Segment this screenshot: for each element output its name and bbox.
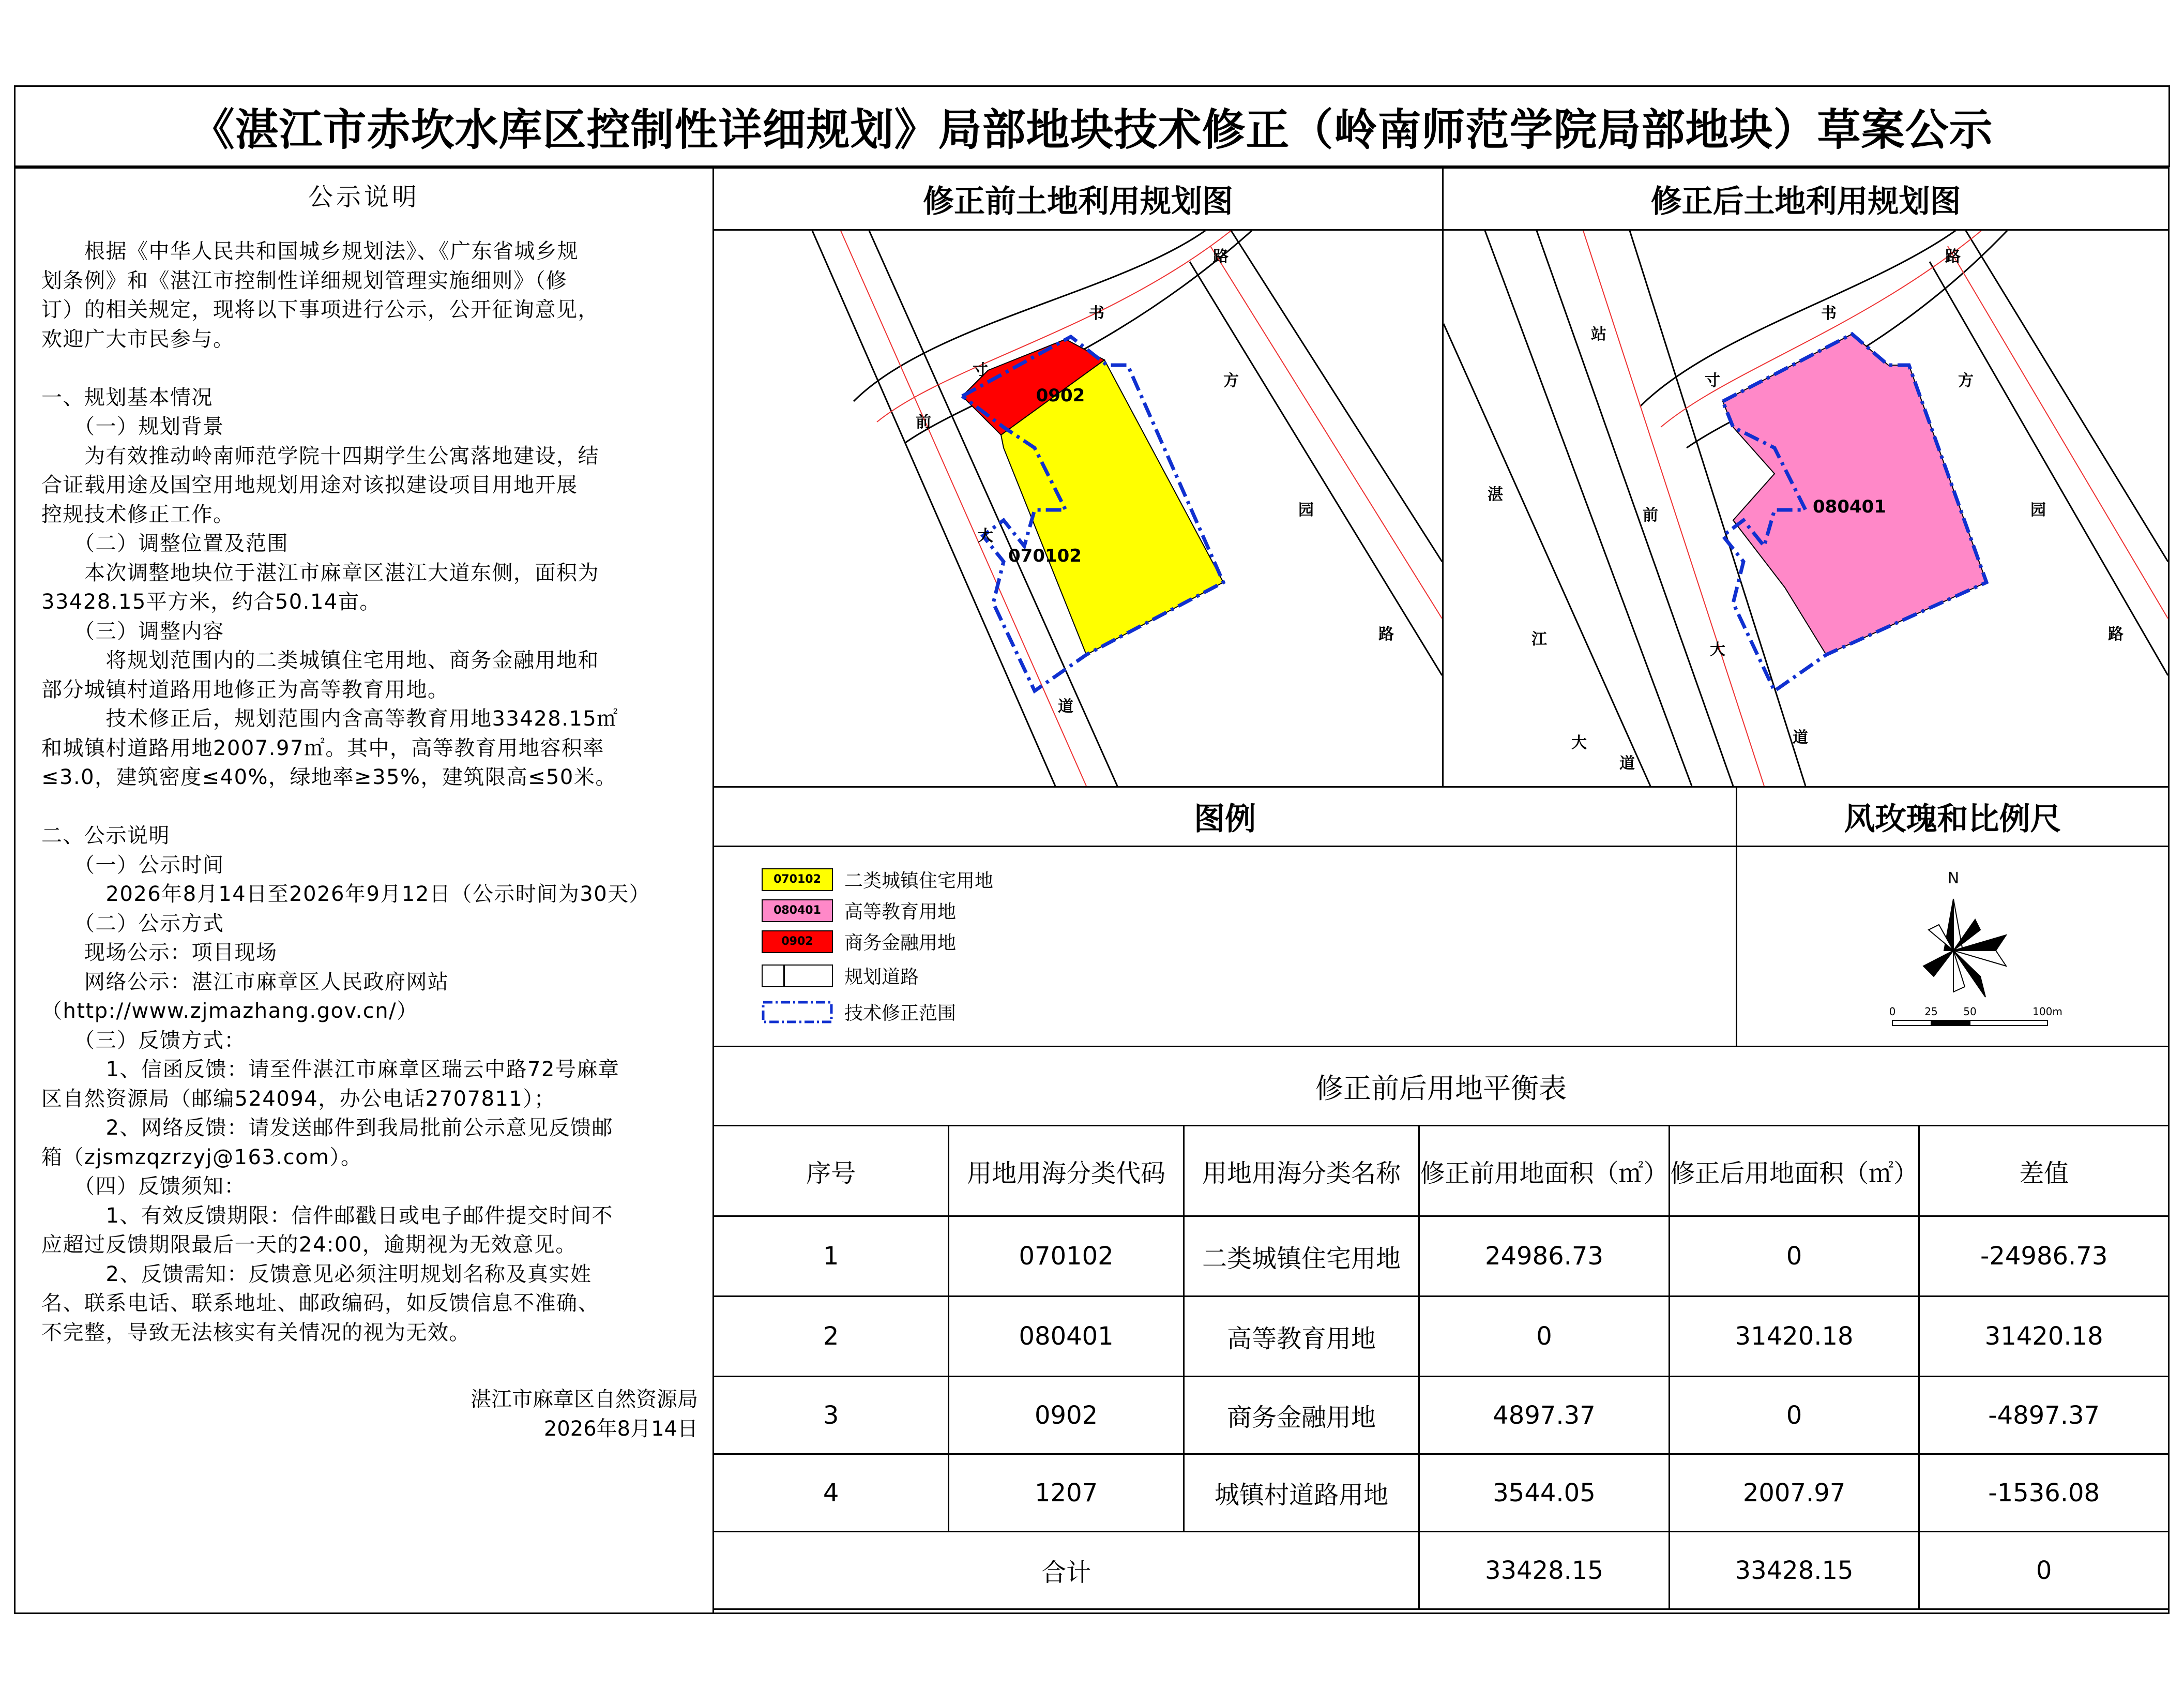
notice-line: 欢迎广大市民参与。 xyxy=(41,327,235,351)
table-total-row xyxy=(714,1532,2169,1609)
notice-line: 订）的相关规定，现将以下事项进行公示，公开征询意见， xyxy=(41,298,599,322)
notice-line: （二）调整位置及范围 xyxy=(41,532,289,555)
notice-line: 33428.15平方米，约合50.14亩。 xyxy=(41,590,381,614)
legend-item xyxy=(762,897,956,924)
page-title: 《湛江市赤坎水库区控制性详细规划》局部地块技术修正（岭南师范学院局部地块）草案公示 xyxy=(14,85,2170,167)
cell: 2007.97 xyxy=(1669,1454,1919,1532)
wind-rose xyxy=(1737,847,2168,1046)
cell: 33428.15 xyxy=(1419,1532,1670,1609)
cell: 城镇村道路用地 xyxy=(1184,1454,1419,1532)
road-char: 寸 xyxy=(1705,372,1720,390)
legend-item xyxy=(762,999,956,1025)
road-char: 站 xyxy=(1591,325,1606,343)
road-swatch xyxy=(762,964,833,987)
header-cell: 序号 xyxy=(714,1126,949,1216)
legend-label: 规划道路 xyxy=(844,967,919,988)
scale-tick: 25 xyxy=(1924,1005,1938,1018)
notice-line: 一、规划基本情况 xyxy=(41,385,213,410)
road-char: 书 xyxy=(1089,305,1104,323)
cell: 0 xyxy=(1919,1532,2169,1609)
legend-swatch: 070102 xyxy=(762,868,833,891)
notice-line: 本次调整地块位于湛江市麻章区湛江大道东侧，面积为 xyxy=(41,561,599,585)
map-before-panel xyxy=(712,167,1444,788)
signature-date: 2026年8月14日 xyxy=(543,1417,698,1441)
map-after-panel xyxy=(1442,167,2170,788)
legend-swatch: 080401 xyxy=(762,899,833,922)
cell: 070102 xyxy=(949,1216,1184,1297)
notice-line: （四）反馈须知： xyxy=(41,1174,246,1198)
notice-line xyxy=(41,792,708,822)
notice-line: 区自然资源局（邮编524094，办公电话2707811）； xyxy=(41,1087,556,1111)
cell: 31420.18 xyxy=(1669,1297,1919,1377)
header-cell: 差值 xyxy=(1919,1126,2169,1216)
map-before-heading: 修正前土地利用规划图 xyxy=(714,169,1442,231)
scale-tick: 100m xyxy=(2033,1005,2062,1018)
notice-heading: 公示说明 xyxy=(308,182,420,212)
notice-line: （三）调整内容 xyxy=(41,619,224,643)
notice-line: 现场公示：项目现场 xyxy=(41,941,278,964)
header-cell: 用地用海分类名称 xyxy=(1184,1126,1419,1216)
map-after-heading: 修正后土地利用规划图 xyxy=(1444,169,2168,231)
notice-line: 部分城镇村道路用地修正为高等教育用地。 xyxy=(41,677,449,702)
north-label: N xyxy=(1947,869,1960,887)
cell: 3544.05 xyxy=(1419,1454,1670,1532)
notice-line: 划条例》和《湛江市控制性详细规划管理实施细则》（修 xyxy=(41,268,568,293)
notice-line: 将规划范围内的二类城镇住宅用地、商务金融用地和 xyxy=(41,649,599,672)
notice-line: 根据《中华人民共和国城乡规划法》、《广东省城乡规 xyxy=(41,239,579,263)
road-char: 园 xyxy=(1298,501,1314,519)
cell: 0902 xyxy=(949,1377,1184,1454)
road-char: 道 xyxy=(1793,729,1808,747)
notice-line: 合证载用途及国空用地规划用途对该拟建设项目用地开展 xyxy=(41,473,578,497)
notice-line: 1、有效反馈期限：信件邮戳日或电子邮件提交时间不 xyxy=(41,1203,613,1228)
notice-line: 控规技术修正工作。 xyxy=(41,502,235,526)
map-before-drawing xyxy=(714,231,1442,786)
cell: 商务金融用地 xyxy=(1184,1377,1419,1454)
cell: 24986.73 xyxy=(1419,1216,1670,1297)
legend-item xyxy=(762,962,919,989)
header-cell: 用地用海分类代码 xyxy=(949,1126,1184,1216)
road-char: 道 xyxy=(1619,755,1635,773)
cell: 33428.15 xyxy=(1669,1532,1919,1609)
legend-panel xyxy=(712,786,1737,1047)
notice-line: 为有效推动岭南师范学院十四期学生公寓落地建设，结 xyxy=(41,444,599,468)
notice-line: 应超过反馈期限最后一天的24:00，逾期视为无效意见。 xyxy=(41,1233,577,1257)
notice-line: 2、反馈需知：反馈意见必须注明规划名称及真实姓 xyxy=(41,1262,592,1286)
legend-item xyxy=(762,928,956,955)
scale-tick: 50 xyxy=(1963,1005,1977,1018)
parcel-label-yellow: 070102 xyxy=(1008,546,1082,566)
notice-line: （二）公示方式 xyxy=(41,911,224,936)
notice-line: （三）反馈方式： xyxy=(41,1028,246,1052)
road-char: 大 xyxy=(1571,734,1587,752)
balance-heading: 修正前后用地平衡表 xyxy=(1315,1072,1567,1105)
road-char: 前 xyxy=(1643,506,1658,524)
cell: 高等教育用地 xyxy=(1184,1297,1419,1377)
cell: 1 xyxy=(714,1216,949,1297)
legend-label: 高等教育用地 xyxy=(844,901,957,923)
notice-line: 技术修正后，规划范围内含高等教育用地33428.15㎡ xyxy=(41,707,618,731)
road-char: 路 xyxy=(2108,625,2124,643)
notice-line: （http://www.zjmazhang.gov.cn/） xyxy=(41,999,418,1023)
notice-line: 和城镇村道路用地2007.97㎡。其中，高等教育用地容积率 xyxy=(41,736,604,760)
road-char: 江 xyxy=(1531,630,1547,649)
cell: 31420.18 xyxy=(1919,1297,2169,1377)
road-char: 前 xyxy=(916,413,931,431)
notice-line: 2、网络反馈：请发送邮件到我局批前公示意见反馈邮 xyxy=(41,1116,613,1140)
table-row xyxy=(714,1216,2169,1297)
notice-body xyxy=(41,237,708,1347)
legend-swatch: 0902 xyxy=(762,930,833,953)
cell: 4897.37 xyxy=(1419,1377,1670,1454)
notice-line: 箱（zjsmzqzrzyj@163.com）。 xyxy=(41,1145,362,1169)
notice-line: 2026年8月14日至2026年9月12日（公示时间为30天） xyxy=(41,882,651,906)
scale-bar xyxy=(1889,1005,2062,1026)
header-cell: 修正后用地面积（㎡） xyxy=(1669,1126,1919,1216)
road-char: 方 xyxy=(1958,372,1974,390)
cell: -24986.73 xyxy=(1919,1216,2169,1297)
notice-panel xyxy=(14,167,714,1614)
cell: 2 xyxy=(714,1297,949,1377)
total-label: 合计 xyxy=(714,1532,1419,1609)
cell: 1207 xyxy=(949,1454,1184,1532)
road-char: 路 xyxy=(1945,248,1961,266)
table-row xyxy=(714,1297,2169,1377)
cell: 二类城镇住宅用地 xyxy=(1184,1216,1419,1297)
balance-table xyxy=(712,1125,2170,1610)
legend-item xyxy=(762,866,993,893)
cell: 4 xyxy=(714,1454,949,1532)
signature-block xyxy=(471,1385,698,1444)
legend-heading: 图例 xyxy=(714,788,1736,847)
cell: -4897.37 xyxy=(1919,1377,2169,1454)
road-char: 大 xyxy=(978,527,993,545)
scale-tick: 0 xyxy=(1889,1005,1896,1018)
road-char: 园 xyxy=(2030,501,2046,519)
table-row xyxy=(714,1377,2169,1454)
road-char: 道 xyxy=(1058,698,1073,716)
header-cell: 修正前用地面积（㎡） xyxy=(1419,1126,1670,1216)
table-header-row xyxy=(714,1126,2169,1216)
road-char: 方 xyxy=(1223,372,1239,390)
cell: 3 xyxy=(714,1377,949,1454)
cell: 0 xyxy=(1669,1377,1919,1454)
balance-panel xyxy=(712,1046,2170,1614)
table-row xyxy=(714,1454,2169,1532)
road-char: 路 xyxy=(1378,625,1394,643)
legend-label: 二类城镇住宅用地 xyxy=(844,870,994,892)
legend-label: 技术修正范围 xyxy=(844,1003,957,1024)
road-char: 书 xyxy=(1821,305,1837,323)
road-char: 寸 xyxy=(973,361,988,380)
road-char: 路 xyxy=(1213,248,1228,266)
boundary-swatch xyxy=(762,1001,833,1023)
notice-line: 网络公示：湛江市麻章区人民政府网站 xyxy=(41,970,449,994)
compass-panel xyxy=(1736,786,2170,1047)
notice-line: （一）规划背景 xyxy=(41,415,224,439)
cell: 0 xyxy=(1419,1297,1670,1377)
notice-line: 不完整，导致无法核实有关情况的视为无效。 xyxy=(41,1320,471,1345)
map-after-drawing xyxy=(1444,231,2168,786)
parcel-label-red: 0902 xyxy=(1036,385,1085,406)
cell: -1536.08 xyxy=(1919,1454,2169,1532)
signature-org: 湛江市麻章区自然资源局 xyxy=(471,1388,698,1411)
notice-line: 1、信函反馈：请至件湛江市麻章区瑞云中路72号麻章 xyxy=(41,1058,620,1081)
road-char: 湛 xyxy=(1488,486,1503,504)
notice-line: ≤3.0，建筑密度≤40%，绿地率≥35%，建筑限高≤50米。 xyxy=(41,765,617,789)
cell: 080401 xyxy=(949,1297,1184,1377)
parcel-label-pink: 080401 xyxy=(1813,496,1886,517)
road-char: 大 xyxy=(1710,641,1725,659)
notice-line: 二、公示说明 xyxy=(41,824,170,848)
legend-label: 商务金融用地 xyxy=(844,932,957,954)
compass-heading: 风玫瑰和比例尺 xyxy=(1737,788,2168,847)
notice-line: 名、联系电话、联系地址、邮政编码，如反馈信息不准确、 xyxy=(41,1291,599,1315)
notice-line xyxy=(41,354,708,383)
notice-line: （一）公示时间 xyxy=(41,853,224,877)
cell: 0 xyxy=(1669,1216,1919,1297)
